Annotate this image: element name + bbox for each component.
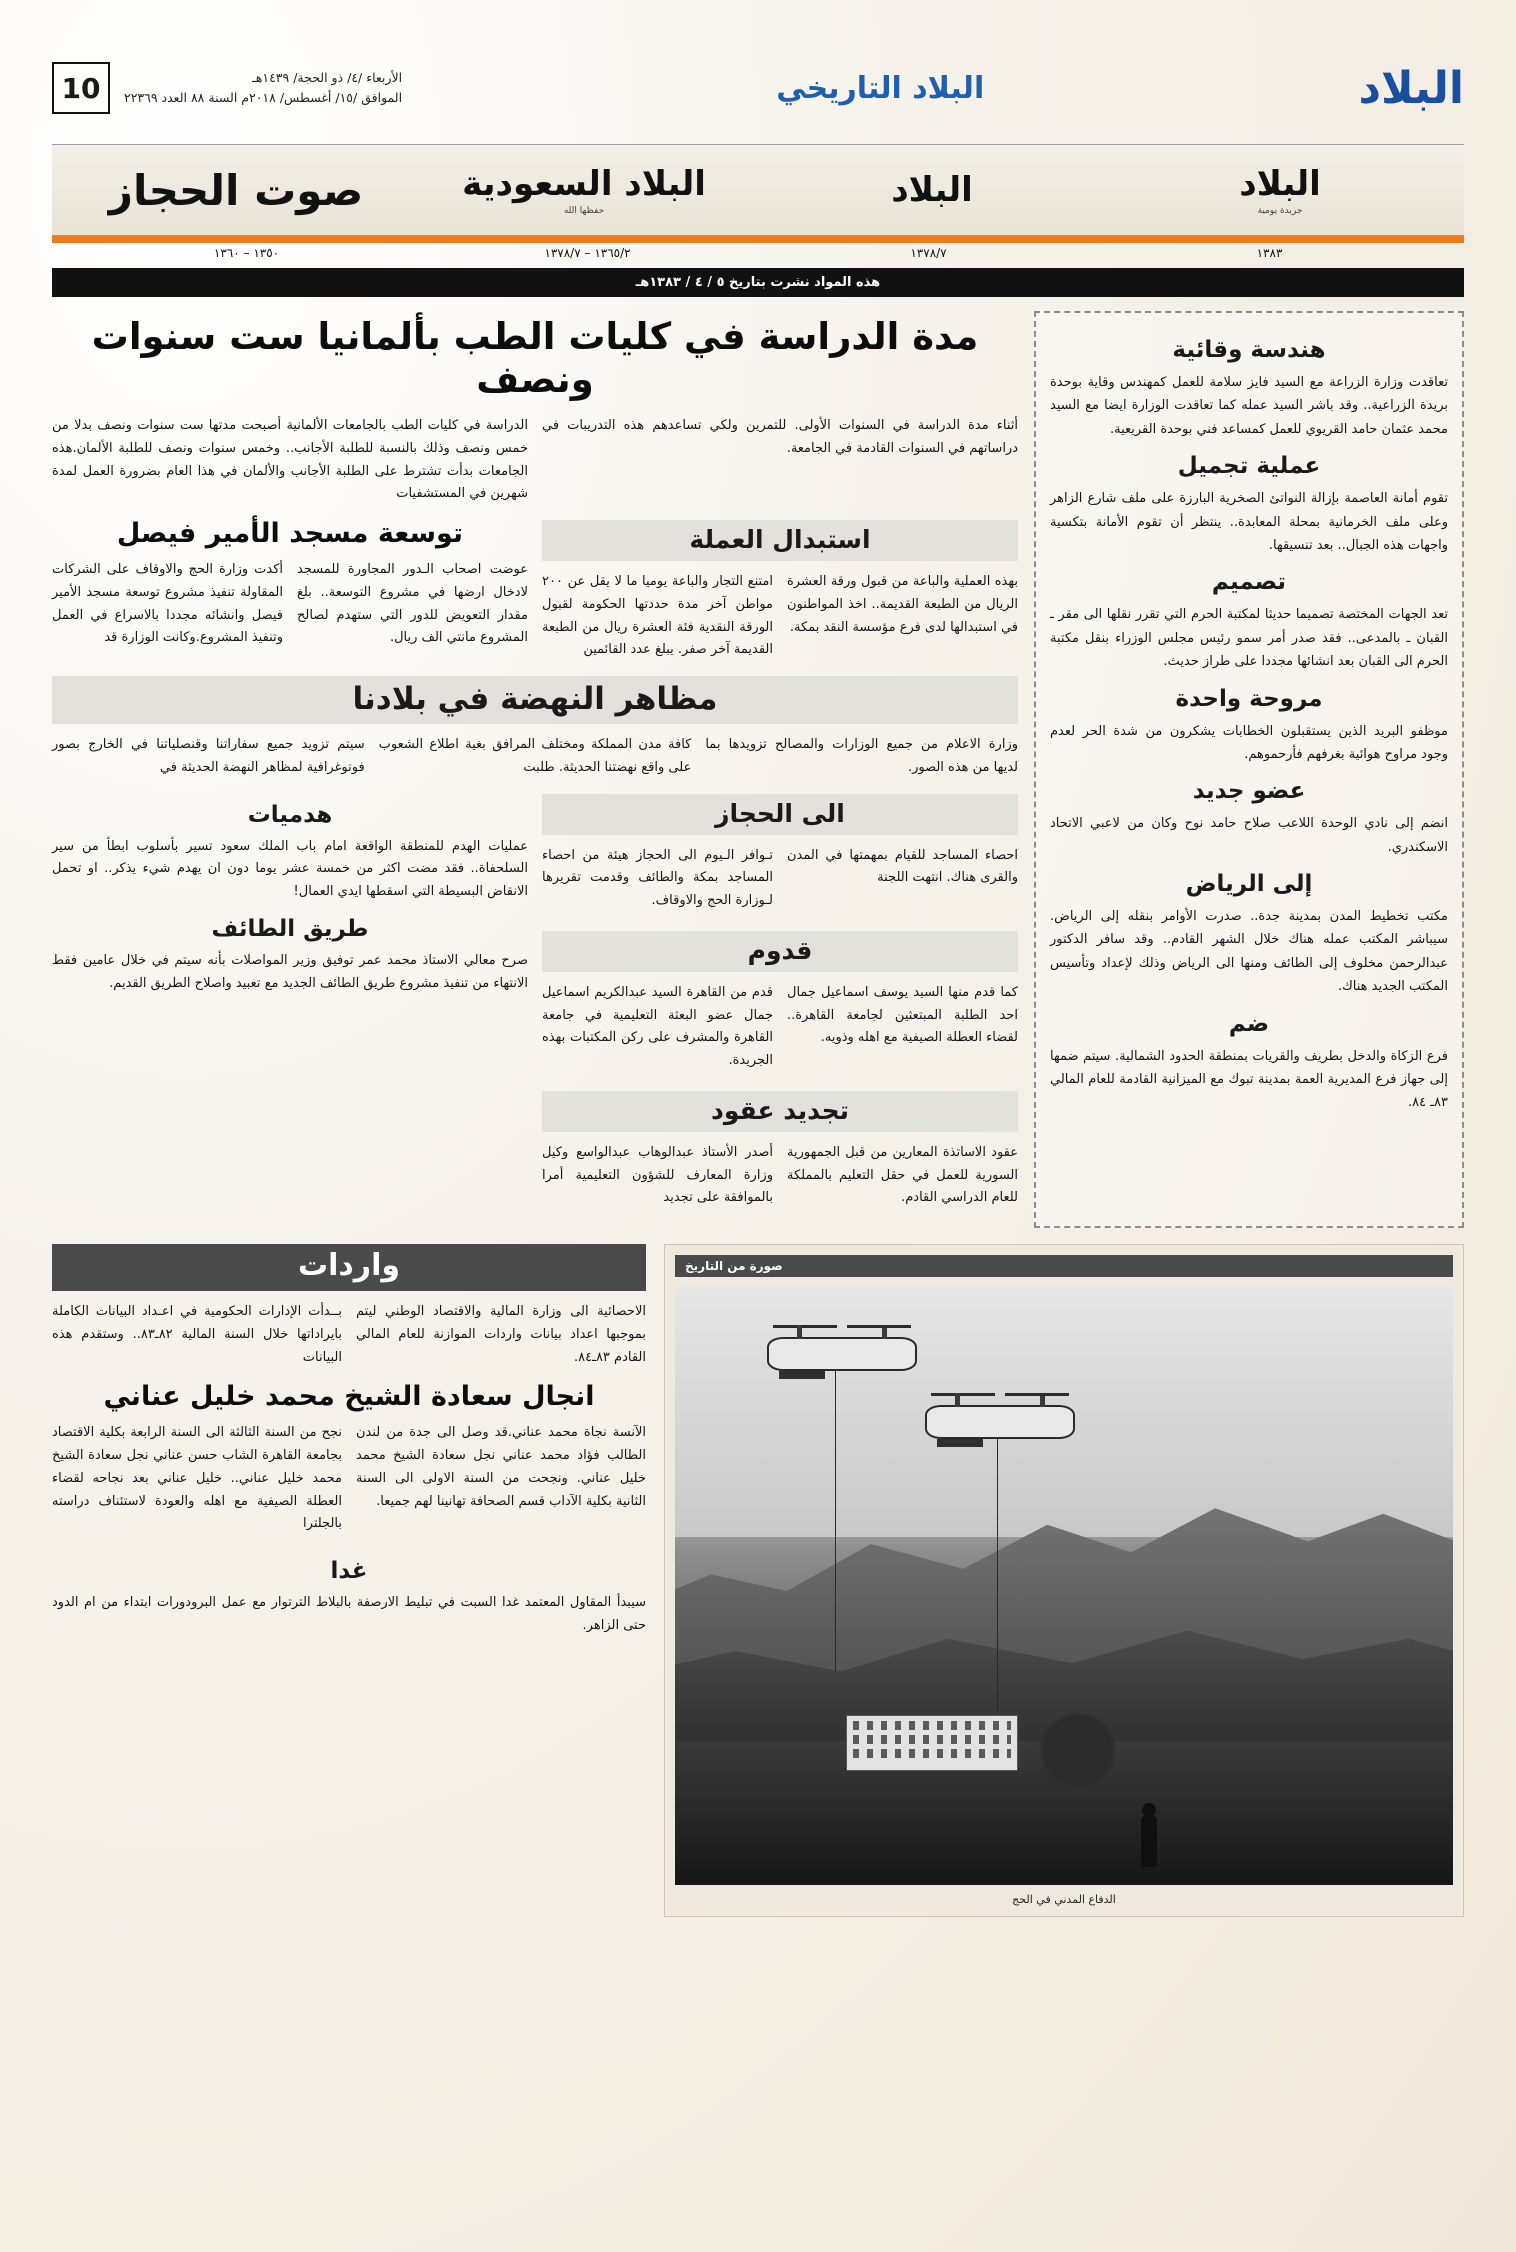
article-mosque [52,516,528,672]
lead-article [52,415,1018,516]
brief-title-5: إلى الرياض [1185,871,1313,898]
article-currency-title: استبدال العملة [542,520,1018,561]
article-renaissance-col-1: سيتم تزويد جميع سفاراتنا وقنصلياتنا في الخارج بصور فوتوغرافية لمظاهر النهضة الحديثة في [52,737,365,775]
brief-title-1: عملية تجميل [1177,453,1321,480]
historic-sub-4: جريدة يومية [1257,206,1303,216]
photo-cable-1 [835,1371,836,1671]
brief-text-3: موظفو البريد الذين يستقبلون الخطابات يشكرون من شدة الحر لعدم وجود مراوح هوائية بغرفهم فأرحموهم. [1050,723,1448,762]
historic-title-1: صوت الحجاز [108,165,364,215]
helicopter-icon-2 [925,1405,1075,1439]
lead-col-2: أثناء مدة الدراسة في السنوات الأولى. للتمرين ولكي تساعدهم هذه التدريبات في دراساتهم في السنوات القادمة في الجامعة. [542,418,1018,456]
historic-title-2: البلاد السعودية [462,164,706,204]
years-1: ١٣٥٠ – ١٣٦٠ [213,246,280,260]
article-renaissance-col-2: كافة مدن المملكة ومختلف المرافق بغية اطلاع الشعوب على واقع نهضتنا الحديثة. طلبت [378,737,692,775]
article-contracts [542,1091,1018,1220]
historic-masthead-1 [62,166,410,215]
article-mosque-title: توسعة مسجد الأمير فيصل [116,518,464,549]
right-extra-column [52,790,528,1229]
date-gregorian: الموافق /١٥/ أغسطس/ ٢٠١٨م السنة ٨٨ العدد ٢٢٣٦٩ [124,90,403,105]
warid-title: واردات [52,1244,646,1291]
lead-col-1: الدراسة في كليات الطب بالجامعات الألمانية أصبحت مدتها ست سنوات ونصف بدلا من خمس ونصف وذلك بالنسبة للطلبة الأجانب.. وخمس سنوات ونصف للطلبة الألمان.هذه الجامعات بدأت تشترط على الطلبة الأجانب والألمان في هذا العام بضرورة العمل لمدة شهرين في المستشفيات [52,418,528,502]
historic-masthead-4 [1106,164,1454,216]
photo-building [846,1715,1018,1771]
article-mosque-col-2: عوضت اصحاب الـدور المجاورة للمسجد لادخال ارضها في مشروع التوسعة.. بلغ مقدار التعويض للدور التي ستهدم لصالح المشروع مانتي الف ريال. [297,562,528,646]
brand-logo: البلاد [1358,62,1464,114]
years-2: ١٣٦٥/٢ – ١٣٧٨/٧ [544,246,631,260]
anani-title: انجال سعادة الشيخ محمد خليل عناني [103,1381,595,1413]
photo-caption: الدفاع المدني في الحج [1012,1893,1116,1906]
warid-col-1: بــدأت الإدارات الحكومية في اعـداد البيانات الكاملة بايراداتها خلال السنة المالية ٨٢ـ٨٣.. وستقدم هذه البيانات [52,1304,343,1365]
center-logo-text: البلاد التاريخي [776,70,985,106]
brief-title-2: تصميم [1211,569,1287,596]
brief-text-1: تقوم أمانة العاصمة بإزالة النواتئ الصخرية البارزة على ملف شارع الزاهر وعلى ملف الخرمانية بمحلة المعابدة.. ينتظر أن تقوم الأمانة بتكسية واجهات هذه الجبال.. بعد تنسيقها. [1050,491,1448,553]
historic-title-3: البلاد [891,170,973,210]
article-currency-col-1: امتنع التجار والباعة يوميا ما لا يقل عن ٢٠٠ مواطن آخر مدة حددتها الحكومة لقبول الورقة النقدية فئة العشرة ريال من الطبعة القديمة آخر صفر. يبلغ عدد القائمين [542,574,773,658]
notice-bar: هذه المواد نشرت بتاريخ ٥ / ٤ / ١٣٨٣هـ [52,268,1464,297]
content-area [52,311,1464,1228]
brief-title-4: عضو جديد [1192,778,1306,805]
photo-label: صورة من التاريخ [675,1255,1453,1277]
article-renaissance-col-3: وزارة الاعلام من جميع الوزارات والمصالح تزويدها بما لديها من هذه الصور. [705,737,1019,775]
article-hijaz-col-1: تـوافر الـيوم الى الحجاز هيئة من احصاء المساجد بمكة والطائف وقدمت تقريرها لـوزارة الحج والاوقاف. [542,847,773,908]
photo-cable-2 [997,1439,998,1739]
brief-text-4: انضم إلى نادي الوحدة اللاعب صلاح حامد نوح وكان من لاعبي الاتحاد الاسكندري. [1050,816,1448,855]
center-logo [402,71,1358,106]
brief-title-0: هندسة وقائية [1172,337,1326,363]
anani-col-1: نجح من السنة الثالثة الى السنة الرابعة بكلية الاقتصاد بجامعة القاهرة الشاب حسن عناني نجل سعادة الشيخ محمد خليل عناني.. خليل عناني بعد نجاحه لقضاء العطلة الصيفية مع اهله والعودة لاستئناف دراسته بالجلترا [52,1425,342,1532]
orange-rule [52,236,1464,243]
row-mosque-currency [52,516,1018,672]
left-stack-column [542,790,1018,1229]
row-lower-articles [52,790,1018,1229]
sidebar-briefs [1034,311,1464,1228]
photo-frame [664,1244,1464,1917]
article-arrival-col-1: قدم من القاهرة السيد عبدالكريم اسماعيل جمال عضو البعثة التعليمية في جامعة القاهرة والمشرف على ركن المكتبات بهذه الجريدة. [542,984,773,1068]
ghada-title: غدا [330,1558,368,1584]
article-arrival-col-2: كما قدم منها السيد يوسف اسماعيل جمال احد الطلبة المبتعثين لجامعة القاهرة.. لقضاء العطلة الصيفية مع اهله وذويه. [787,984,1018,1046]
article-renaissance [52,734,1018,790]
historic-sub-2: حفظها الله [563,206,605,216]
lower-text-column [52,1244,646,1917]
historic-masthead-2 [410,164,758,216]
article-currency-col-2: بهذه العملية والباعة من قبول ورقة العشرة الريال من الطبعة القديمة.. اخذ المواطنون في استبدالها لدى فرع مؤسسة النقد بمكة. [787,574,1018,635]
article-hijaz [542,794,1018,923]
masthead [52,42,1464,134]
historic-photo-block [664,1244,1464,1917]
article-taif-road-title: طريق الطائف [211,915,369,942]
article-contracts-title: تجديد عقود [542,1091,1018,1132]
warid-col-2: الاحصائية الى وزارة المالية والاقتصاد الوطني ليتم بموجبها اعداد بيانات واردات الموازنة للعام المالي القادم ٨٣ـ٨٤. [356,1304,646,1365]
lower-section [52,1244,1464,1917]
brief-text-0: تعاقدت وزارة الزراعة مع السيد فايز سلامة للعمل كمهندس وقاية بوحدة بريدة الزراعية.. وقد باشر السيد عمله كما تعاقدت الوزارة ايضا مع السيد محمد عثمان حامد القريوي للعمل كمساعد فني بوحدة القريعية. [1050,375,1448,437]
warid-article [52,1301,646,1379]
brief-title-3: مروحة واحدة [1175,685,1323,712]
article-renaissance-title: مظاهر النهضة في بلادنا [52,676,1018,724]
historic-masthead-3 [758,170,1106,210]
historic-title-4: البلاد [1239,164,1321,204]
article-arrival-title: قدوم [542,931,1018,972]
historic-masthead-band [52,144,1464,236]
years-4: ١٣٨٣ [1256,246,1283,260]
article-arrival [542,931,1018,1083]
page-number: 10 [52,62,110,114]
brief-text-2: تعد الجهات المختصة تصميما حديثا لمكتبة الحرم التي تقرر نقلها الى مقر ـ القبان ـ بالمدعى.. فقد صدر أمر سمو رئيس مجلس الوزراء بنقل مكتبة الحرم الى القبان بعد انشائها مجددا على طراز حديث. [1050,607,1448,670]
helicopter-icon-1 [767,1337,917,1371]
historic-photo [675,1285,1453,1885]
article-demolition-text: عمليات الهدم للمنطقة الواقعة امام باب الملك سعود تسير بأسلوب ابطأ من سير السلحفاة.. فقد مضت اكثر من خمسة عشر يوما دون ان يهدم شيء يذكر.. او تحمل الانقاض البسيطة التي اسقطها ايدي العمال! [52,838,528,899]
footer-space [0,1917,1516,1957]
date-block [52,62,402,114]
page-title: مدة الدراسة في كليات الطب بألمانيا ست سنوات ونصف [91,315,979,401]
brief-text-5: مكتب تخطيط المدن بمدينة جدة.. صدرت الأوامر بنقله إلى الرياض. سيباشر المكتب عمله هناك خلال الشهر القادم.. وقد سافر الدكتور عبدالرحمن مخلوف إلى الطائف ومنها الى الرياض وذلك لإعداد وتأسيس المكتب الجديد هناك. [1050,909,1448,995]
photo-tree [1033,1703,1123,1789]
article-contracts-col-1: أصدر الأستاذ عبدالوهاب عبدالواسع وكيل وزارة المعارف للشؤون التعليمية أمرا بالموافقة على تجديد [542,1144,773,1206]
brief-text-6: فرع الزكاة والدخل بطريف والقريات بمنطقة الحدود الشمالية. سيتم ضمها إلى جهاز فرع المديرية العمة بمدينة تبوك مع الميزانية القادمة للعام المالي ٨٣ـ ٨٤. [1050,1048,1448,1111]
ghada-text: سيبدأ المقاول المعتمد غدا السبت في تبليط الارصفة بالبلاط الترتوار مع عمل البرودورات ابتداء من ام الدود حتى الزاهر. [52,1595,646,1633]
photo-soldier [1141,1815,1157,1867]
article-hijaz-title: الى الحجاز [542,794,1018,835]
article-hijaz-col-2: احصاء المساجد للقيام بمهمتها في المدن والقرى هناك. انتهت اللجنة [787,847,1018,886]
date-hijri: الأربعاء /٤/ ذو الحجة/ ١٤٣٩هـ [252,70,403,85]
anani-article [52,1422,646,1546]
years-3: ١٣٧٨/٧ [910,246,947,260]
main-column [52,311,1018,1228]
brief-title-6: ضم [1228,1010,1270,1037]
article-taif-road-text: صرح معالي الاستاذ محمد عمر توفيق وزير المواصلات بأنه سيتم في خلال عامين فقط الانتهاء من تنفيذ مشروع طريق الطائف الجديد مع تعبيد واصلاح الطريق القديم. [52,952,528,991]
anani-col-2: الآنسة نجاة محمد عناني.قد وصل الى جدة من لندن الطالب فؤاد محمد عناني نجل سعادة الشيخ محمد خليل عناني. ونجحت من السنة الاولى الى السنة الثانية بكلية الآداب قسم الصحافة تهانينا لهم جميعا. [356,1425,646,1509]
article-contracts-col-2: عقود الاساتذة المعارين من قبل الجمهورية السورية للعمل في حقل التعليم بالمملكة للعام الدراسي القادم. [787,1144,1018,1206]
article-currency [542,516,1018,672]
article-mosque-col-1: أكدت وزارة الحج والاوقاف على الشركات المقاولة تنفيذ مشروع توسعة مسجد الأمير فيصل وانشائه مجددا بالاسراع في العمل وتنفيذ المشروع.وكانت الوزارة قد [52,562,283,646]
historic-years-row [52,243,1464,266]
article-demolition-title: هدميات [247,801,333,828]
